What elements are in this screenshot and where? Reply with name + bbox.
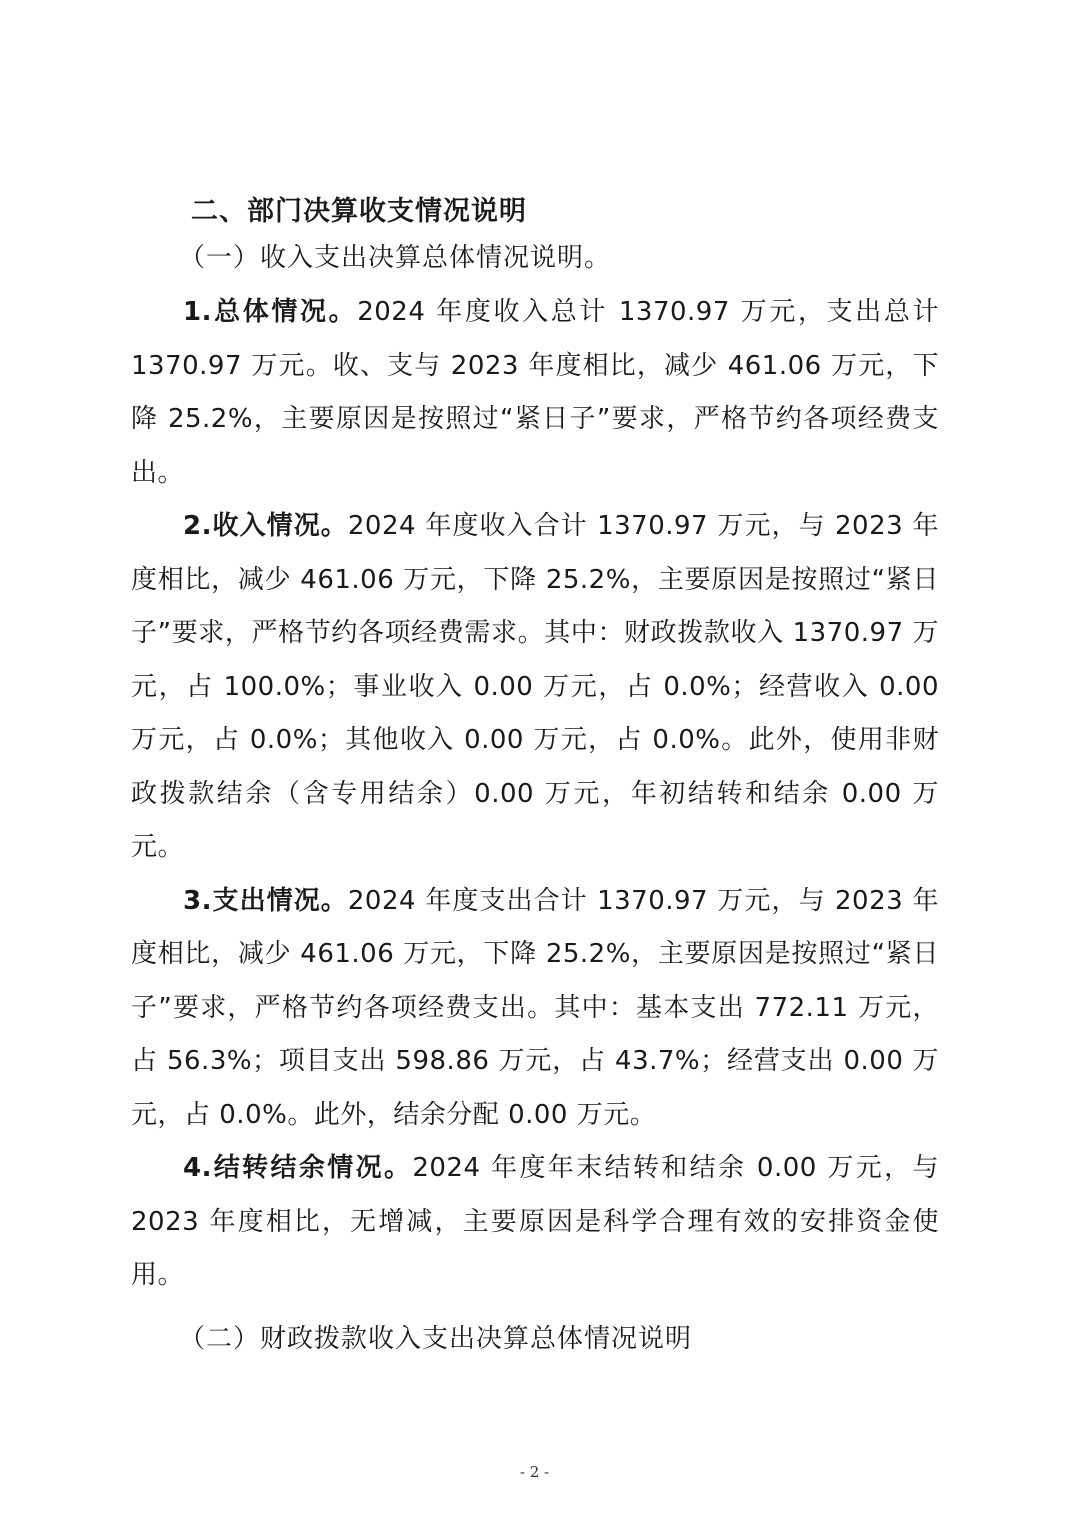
paragraph-text: 2024 年度年末结转和结余 0.00 万元，与 2023 年度相比，无增减，主要原因是科学合理有效的安排资金使用。	[131, 1153, 939, 1290]
paragraph-text: 2024 年度收入总计 1370.97 万元，支出总计 1370.97 万元。收、支与 2023 年度相比，减少 461.06 万元，下降 25.2%，主要原因是按照过“紧日子”要求，严格节约各项经费支出。	[131, 297, 940, 488]
paragraph-income	[131, 500, 939, 875]
paragraph-expenditure	[131, 875, 939, 1143]
paragraph-carryover	[131, 1142, 939, 1303]
subsection-heading-2: （二）财政拨款收入支出决算总体情况说明	[179, 1323, 693, 1354]
paragraph-lead: 3.支出情况。	[183, 885, 348, 916]
section-heading: 二、部门决算收支情况说明	[191, 196, 527, 227]
document-body	[131, 192, 939, 1367]
paragraph-lead: 1.总体情况。	[183, 297, 358, 327]
paragraph-lead: 2.收入情况。	[183, 511, 348, 541]
paragraph-text: 2024 年度支出合计 1370.97 万元，与 2023 年度相比，减少 461.06 万元，下降 25.2%，主要原因是按照过“紧日子”要求，严格节约各项经费支出。其中：基本支出 772.11 万元，占 56.3%；项目支出 598.86 万元，占 43.7%；经营支出 0.00 万元，占 0.0%。此外，结余分配 0.00 万元。	[131, 885, 939, 1130]
paragraph-overall	[131, 286, 939, 500]
paragraph-lead: 4.结转结余情况。	[183, 1153, 413, 1183]
page-number: - 2 -	[519, 1463, 550, 1481]
subsection-heading-1: （一）收入支出决算总体情况说明。	[179, 243, 612, 273]
paragraph-text: 2024 年度收入合计 1370.97 万元，与 2023 年度相比，减少 461.06 万元，下降 25.2%，主要原因是按照过“紧日子”要求，严格节约各项经费需求。其中：财政拨款收入 1370.97 万元，占 100.0%；事业收入 0.00 万元，占 0.0%；经营收入 0.00 万元，占 0.0%；其他收入 0.00 万元，占 0.0%。此外，使用非财政拨款结余（含专用结余）0.00 万元，年初结转和结余 0.00 万元。	[131, 511, 939, 862]
